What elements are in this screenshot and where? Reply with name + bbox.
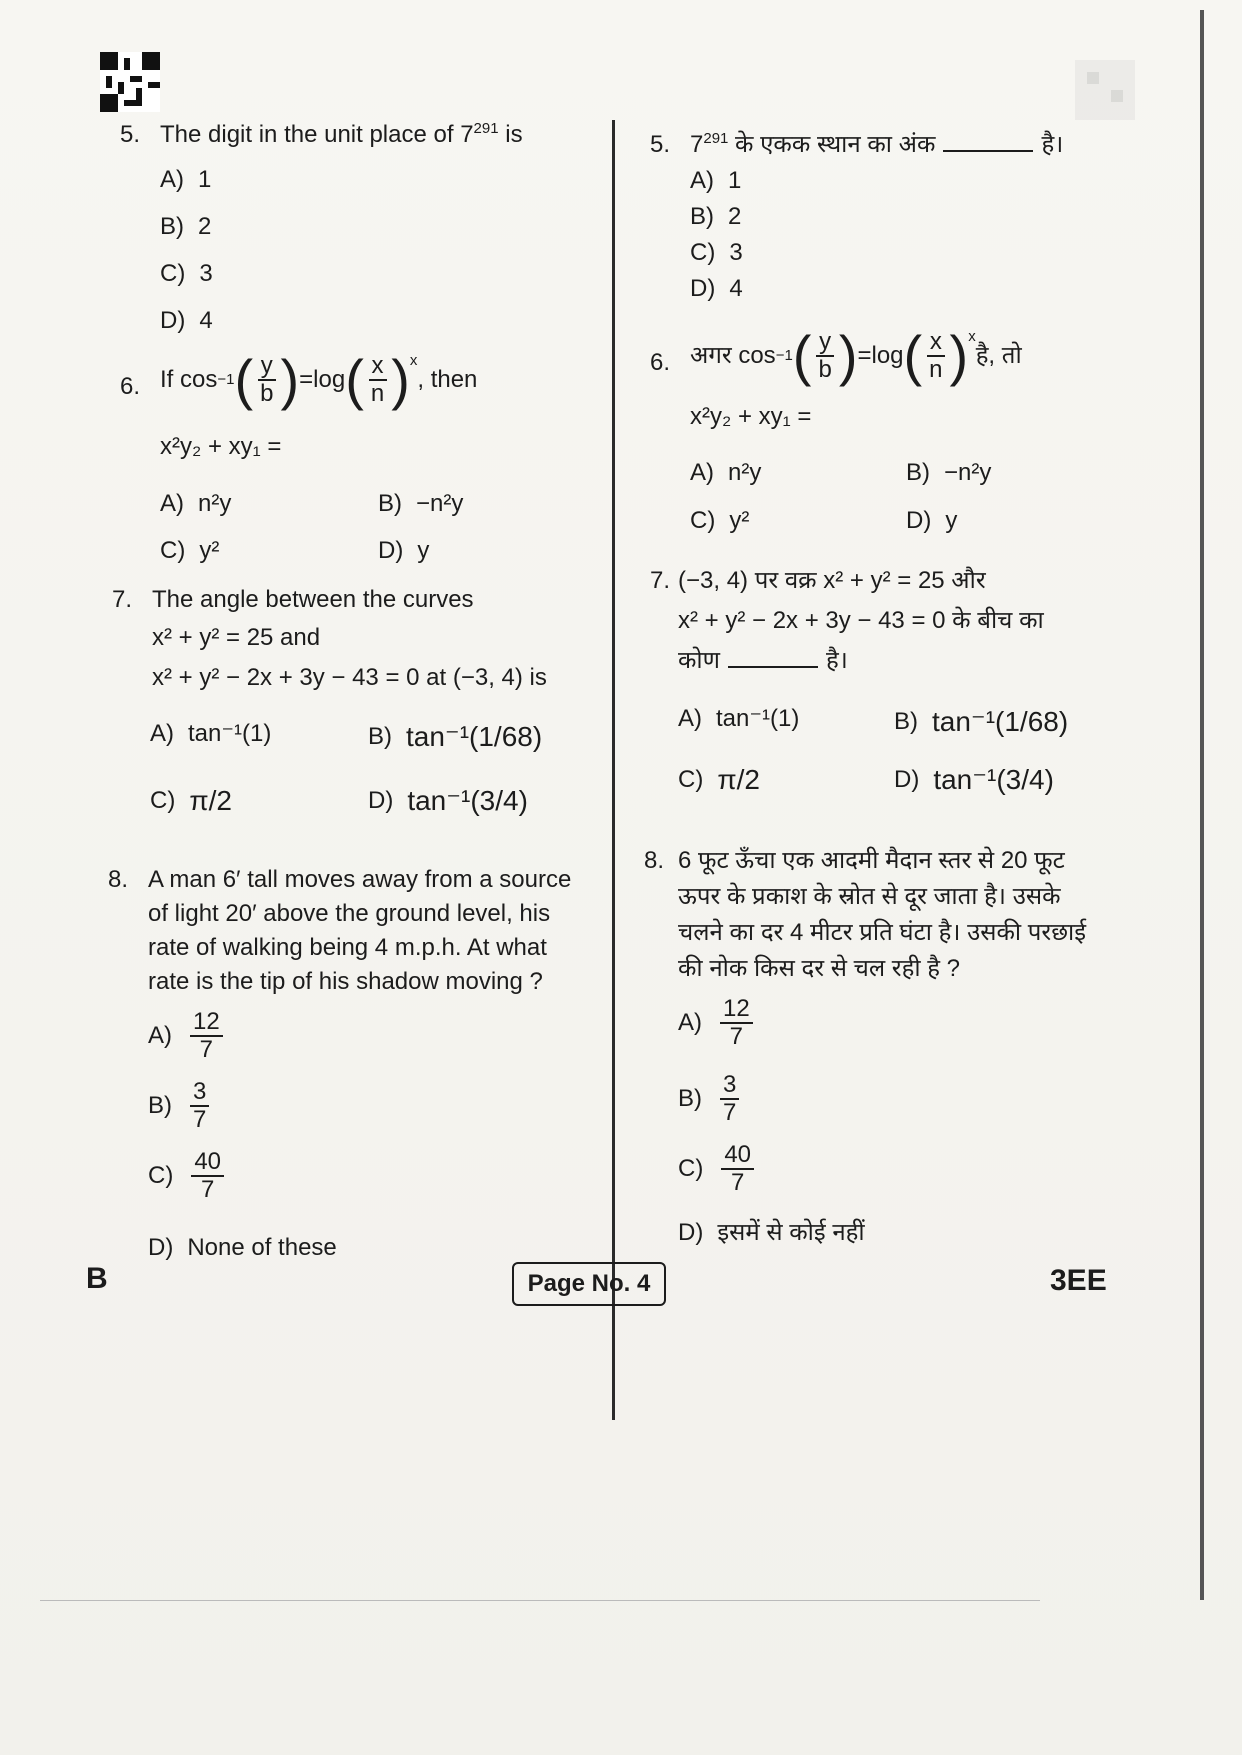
answer-blank [728,666,818,668]
option-c[interactable]: C) π/2 [678,764,760,795]
option-d[interactable]: D) इसमें से कोई नहीं [678,1219,865,1246]
option-c[interactable]: C) 3 [160,260,213,287]
option-a[interactable]: A) 1 [160,166,212,193]
question-number: 7. [650,567,671,594]
question-line-2: ऊपर के प्रकाश के स्रोत से दूर जाता है। उसके [678,883,1061,910]
question-line-4: rate is the tip of his shadow moving ? [148,968,543,995]
question-line-4: की नोक किस दर से चल रही है ? [678,955,960,982]
option-c[interactable]: C) 3 [690,239,743,266]
question-curve: x² + y² − 2x + 3y − 43 = 0 के बीच का [678,607,1044,634]
question-text: The digit in the unit place of $7^{291}$ is [160,120,523,148]
question-expression: x²y₂ + xy₁ = [160,433,282,460]
option-a[interactable]: A) n²y [690,459,762,486]
question-line-1: 6 फूट ऊँचा एक आदमी मैदान स्तर से 20 फूट [678,847,1065,874]
option-a[interactable]: A) $\frac{12}{7}$ [678,996,757,1051]
question-line-2: of light 20′ above the ground level, his [148,900,551,927]
faded-barcode-icon [1070,60,1140,120]
curve-1: x² + y² = 25 and [152,624,321,651]
booklet-set-letter: B [86,1262,108,1295]
column-divider [612,120,615,1420]
page-number-box: Page No. 4 [512,1262,666,1306]
question-number: 8. [644,847,665,874]
option-a[interactable]: A) 1 [690,167,742,194]
option-d[interactable]: D) None of these [148,1234,337,1261]
question-tail: कोण है। [678,647,848,674]
question-formula: If cos −1 ( $\frac{y}{b}$ ) =log ( $\frac{x}{n}$ ) $^x$ , then [160,348,478,411]
option-b[interactable]: B) $\frac{3}{7}$ [148,1079,213,1134]
option-c[interactable]: C) y² [690,507,750,534]
option-a[interactable]: A) tan⁻¹(1) [150,720,272,747]
option-c[interactable]: C) $\frac{40}{7}$ [148,1149,228,1204]
option-c[interactable]: C) $\frac{40}{7}$ [678,1142,758,1197]
option-b[interactable]: B) −n²y [378,490,464,517]
option-b[interactable]: B) tan⁻¹(1/68) [368,721,543,752]
option-c[interactable]: C) π/2 [150,785,232,816]
option-b[interactable]: B) 2 [690,203,742,230]
question-text: (−3, 4) पर वक्र x² + y² = 25 और [678,567,986,594]
question-line-1: A man 6′ tall moves away from a source [148,866,572,893]
answer-blank [943,150,1033,152]
option-b[interactable]: B) tan⁻¹(1/68) [894,706,1069,737]
option-d[interactable]: D) y [906,507,958,534]
option-c[interactable]: C) y² [160,537,220,564]
option-d[interactable]: D) 4 [690,275,743,302]
option-d[interactable]: D) tan⁻¹(3/4) [894,764,1054,795]
question-number: 6. [120,373,141,400]
question-number: 8. [108,866,129,893]
question-number: 7. [112,586,133,613]
option-b[interactable]: B) 2 [160,213,212,240]
question-formula: अगर cos −1 ( $\frac{y}{b}$ ) =log ( $\frac{x}{n}$ ) $^x$ है, तो [690,324,1022,387]
qr-code-icon [100,52,160,112]
question-line-3: चलने का दर 4 मीटर प्रति घंटा है। उसकी परछाई [678,919,1087,946]
paper-code: 3EE [1050,1264,1107,1297]
option-a[interactable]: A) $\frac{12}{7}$ [148,1009,227,1064]
option-d[interactable]: D) tan⁻¹(3/4) [368,785,528,816]
option-d[interactable]: D) y [378,537,430,564]
option-a[interactable]: A) n²y [160,490,232,517]
question-number: 5. [120,121,141,148]
bottom-rule [40,1600,1040,1601]
curve-2: x² + y² − 2x + 3y − 43 = 0 at (−3, 4) is [152,664,547,691]
page-edge-line [1200,10,1204,1600]
question-text: The angle between the curves [152,586,474,613]
question-number: 5. [650,131,671,158]
option-d[interactable]: D) 4 [160,307,213,334]
option-b[interactable]: B) $\frac{3}{7}$ [678,1072,743,1127]
question-expression: x²y₂ + xy₁ = [690,403,812,430]
question-number: 6. [650,349,671,376]
question-text: $7^{291}$ के एकक स्थान का अंक है। [690,130,1064,158]
option-b[interactable]: B) −n²y [906,459,992,486]
question-line-3: rate of walking being 4 m.p.h. At what [148,934,547,961]
option-a[interactable]: A) tan⁻¹(1) [678,705,800,732]
